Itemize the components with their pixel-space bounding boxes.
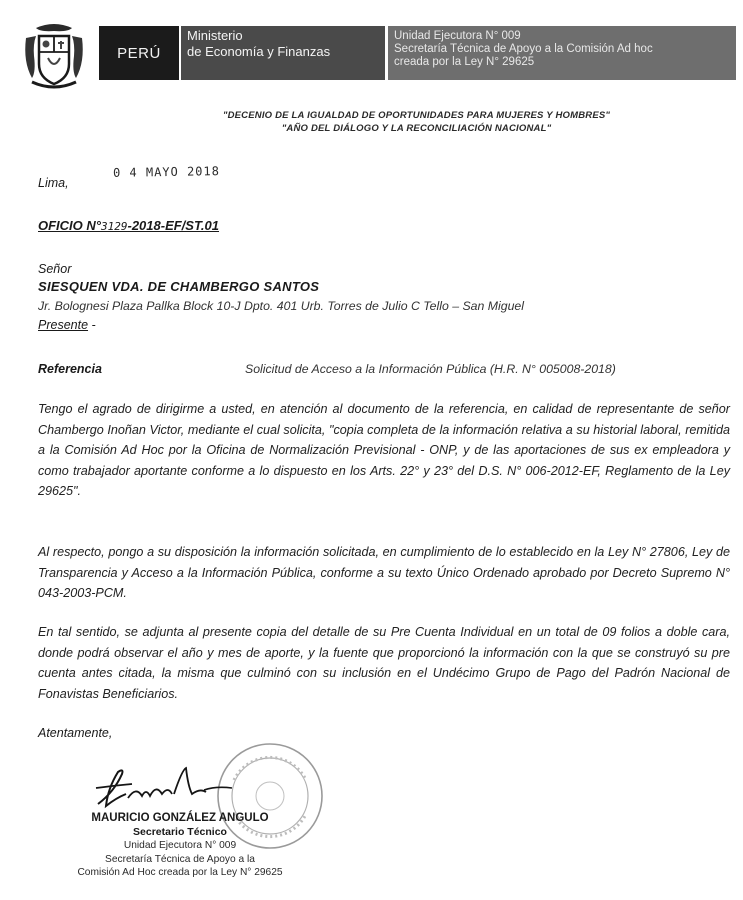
unit-line1: Unidad Ejecutora N° 009	[394, 30, 521, 42]
country-box	[99, 26, 179, 80]
reference-label: Referencia	[38, 362, 102, 376]
unit-box	[388, 26, 736, 80]
signatory-title: Secretario Técnico	[133, 825, 227, 838]
oficio-number: 3129	[100, 220, 128, 233]
country-label: PERÚ	[117, 44, 161, 62]
signatory-unit: Unidad Ejecutora N° 009	[123, 840, 237, 851]
presente	[38, 318, 96, 332]
year-motto: "AÑO DEL DIÁLOGO Y LA RECONCILIACIÓN NACIONAL"	[281, 123, 552, 134]
ministry-box	[181, 26, 385, 80]
signatory-name: MAURICIO GONZÁLEZ ANGULO	[91, 812, 269, 824]
ministry-line1: Ministerio	[187, 28, 243, 43]
paragraph-1: Tengo el agrado de dirigirme a usted, en atención al documento de la referencia, en calidad de representante de señor Chambergo Inoñan Victor, mediante el cual solicita, "copia completa de la información relativa a su historial laboral, remitida a la Comisión Ad Hoc por la Oficina de Normalización Previsional - ONP, y de las aportaciones de sus ex empleadora y como trabajador aportante conforme a lo dispuesto en los Arts. 22° y 23° del D.S. N° 006-2012-EF, Reglamento de la Ley 29625".	[38, 402, 730, 498]
salutation: Señor	[38, 262, 72, 276]
oficio-suffix: -2018-EF/ST.01	[127, 218, 220, 233]
recipient-address: Jr. Bolognesi Plaza Pallka Block 10-J Dpto. 401 Urb. Torres de Julio C Tello – San Miguel	[38, 299, 524, 313]
presente-word: Presente	[38, 318, 89, 332]
signatory-office-2: Comisión Ad Hoc creada por la Ley N° 29625	[77, 867, 283, 878]
date-stamp: 0 4 MAYO 2018	[112, 164, 221, 180]
peru-coat-of-arms-icon	[22, 22, 86, 90]
oficio-prefix: OFICIO N°	[38, 218, 101, 233]
signatory-block	[40, 812, 320, 880]
paragraph-2: Al respecto, pongo a su disposición la información solicitada, en cumplimiento de lo establecido en la Ley N° 27806, Ley de Transparencia y Acceso a la Información Pública, conforme a su texto Único Ordenado aprobado por Decreto Supremo N° 043-2003-PCM.	[38, 545, 730, 600]
presente-tail: -	[88, 318, 96, 332]
signatory-office-1: Secretaría Técnica de Apoyo a la	[105, 853, 255, 865]
recipient-name: SIESQUEN VDA. DE CHAMBERGO SANTOS	[38, 279, 320, 294]
oficio-reference	[38, 218, 219, 233]
handwritten-signature	[92, 758, 262, 818]
place: Lima,	[38, 176, 69, 190]
decade-motto: "DECENIO DE LA IGUALDAD DE OPORTUNIDADES PARA MUJERES Y HOMBRES"	[222, 110, 611, 121]
unit-line3: creada por la Ley N° 29625	[394, 56, 535, 68]
closing: Atentamente,	[38, 726, 113, 740]
ministry-line2: de Economía y Finanzas	[187, 44, 331, 59]
unit-line2: Secretaría Técnica de Apoyo a la Comisión Ad hoc	[394, 43, 653, 55]
paragraph-3: En tal sentido, se adjunta al presente copia del detalle de su Pre Cuenta Individual en un total de 09 folios a doble cara, donde podrá observar el año y mes de aporte, y la fuente que proporcionó la información con la que se construyó su pre cuenta antes citada, la misma que culminó con su inclusión en el Undécimo Grupo de Pago del Padrón Nacional de Fonavistas Beneficiarios.	[38, 625, 730, 701]
reference-text: Solicitud de Acceso a la Información Pública (H.R. N° 005008-2018)	[245, 362, 616, 376]
